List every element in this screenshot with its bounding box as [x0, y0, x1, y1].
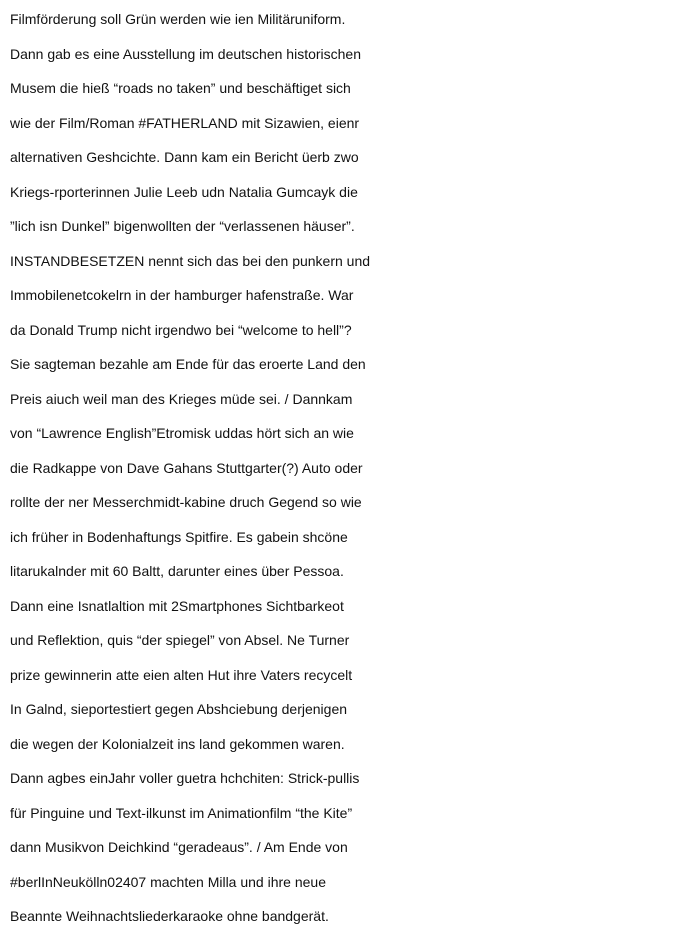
text-line: Sie sagteman bezahle am Ende für das eroerte Land den [10, 356, 366, 372]
text-line: Kriegs-rporterinnen Julie Leeb udn Natalia Gumcayk die [10, 183, 358, 200]
text-line: und Reflektion, quis “der spiegel” von Absel. Ne Turner [10, 632, 350, 648]
text-line: von “Lawrence English”Etromisk uddas hört sich an wie [10, 425, 354, 441]
text-line: ich früher in Bodenhaftungs Spitfire. Es gabein shcöne [10, 528, 348, 545]
text-line: #berlInNeukölln02407 machten Milla und ihre neue [10, 873, 326, 890]
text-line: prize gewinnerin atte eien alten Hut ihre Vaters recycelt [10, 666, 353, 683]
text-line: Dann eine Isnatlaltion mit 2Smartphones Sichtbarkeot [10, 597, 344, 614]
text-line: da Donald Trump nicht irgendwo bei “welcome to hell”? [10, 321, 352, 338]
text-line: für Pinguine und Text-ilkunst im Animationfilm “the Kite” [10, 804, 353, 821]
text-line: die wegen der Kolonialzeit ins land gekommen waren. [10, 735, 345, 752]
text-line: Preis aiuch weil man des Krieges müde sei. / Dannkam [10, 390, 353, 407]
text-line: alternativen Geshcichte. Dann kam ein Bericht üerb zwo [10, 149, 359, 165]
text-line: Musem die hieß “roads no taken” und beschäftiget sich [10, 80, 351, 96]
text-line: In Galnd, sieportestiert gegen Abshciebung derjenigen [10, 701, 348, 717]
text-line: litarukalnder mit 60 Baltt, darunter eines über Pessoa. [10, 563, 344, 579]
text-line: ”lich isn Dunkel” bigenwollten der “verlassenen häuser”. [10, 218, 355, 234]
document-text-block [10, 2, 682, 934]
text-line: wie der Film/Roman #FATHERLAND mit Sizawien, eienr [10, 114, 360, 131]
text-line: Dann gab es eine Ausstellung im deutschen historischen [10, 45, 361, 62]
text-line: rollte der ner Messerchmidt-kabine druch Gegend so wie [10, 494, 362, 510]
text-line: Filmförderung soll Grün werden wie ien Militäruniform. [10, 11, 346, 27]
text-line: INSTANDBESETZEN nennt sich das bei den punkern und [10, 252, 371, 269]
text-line: Dann agbes einJahr voller guetra hchchiten: Strick-pullis [10, 770, 360, 786]
text-line: Beannte Weihnachtsliederkaraoke ohne bandgerät. [10, 908, 329, 924]
text-line: Immobilenetcokelrn in der hamburger hafenstraße. War [10, 287, 354, 303]
text-line: die Radkappe von Dave Gahans Stuttgarter(?) Auto oder [10, 459, 363, 476]
text-line: dann Musikvon Deichkind “geradeaus”. / Am Ende von [10, 839, 348, 855]
